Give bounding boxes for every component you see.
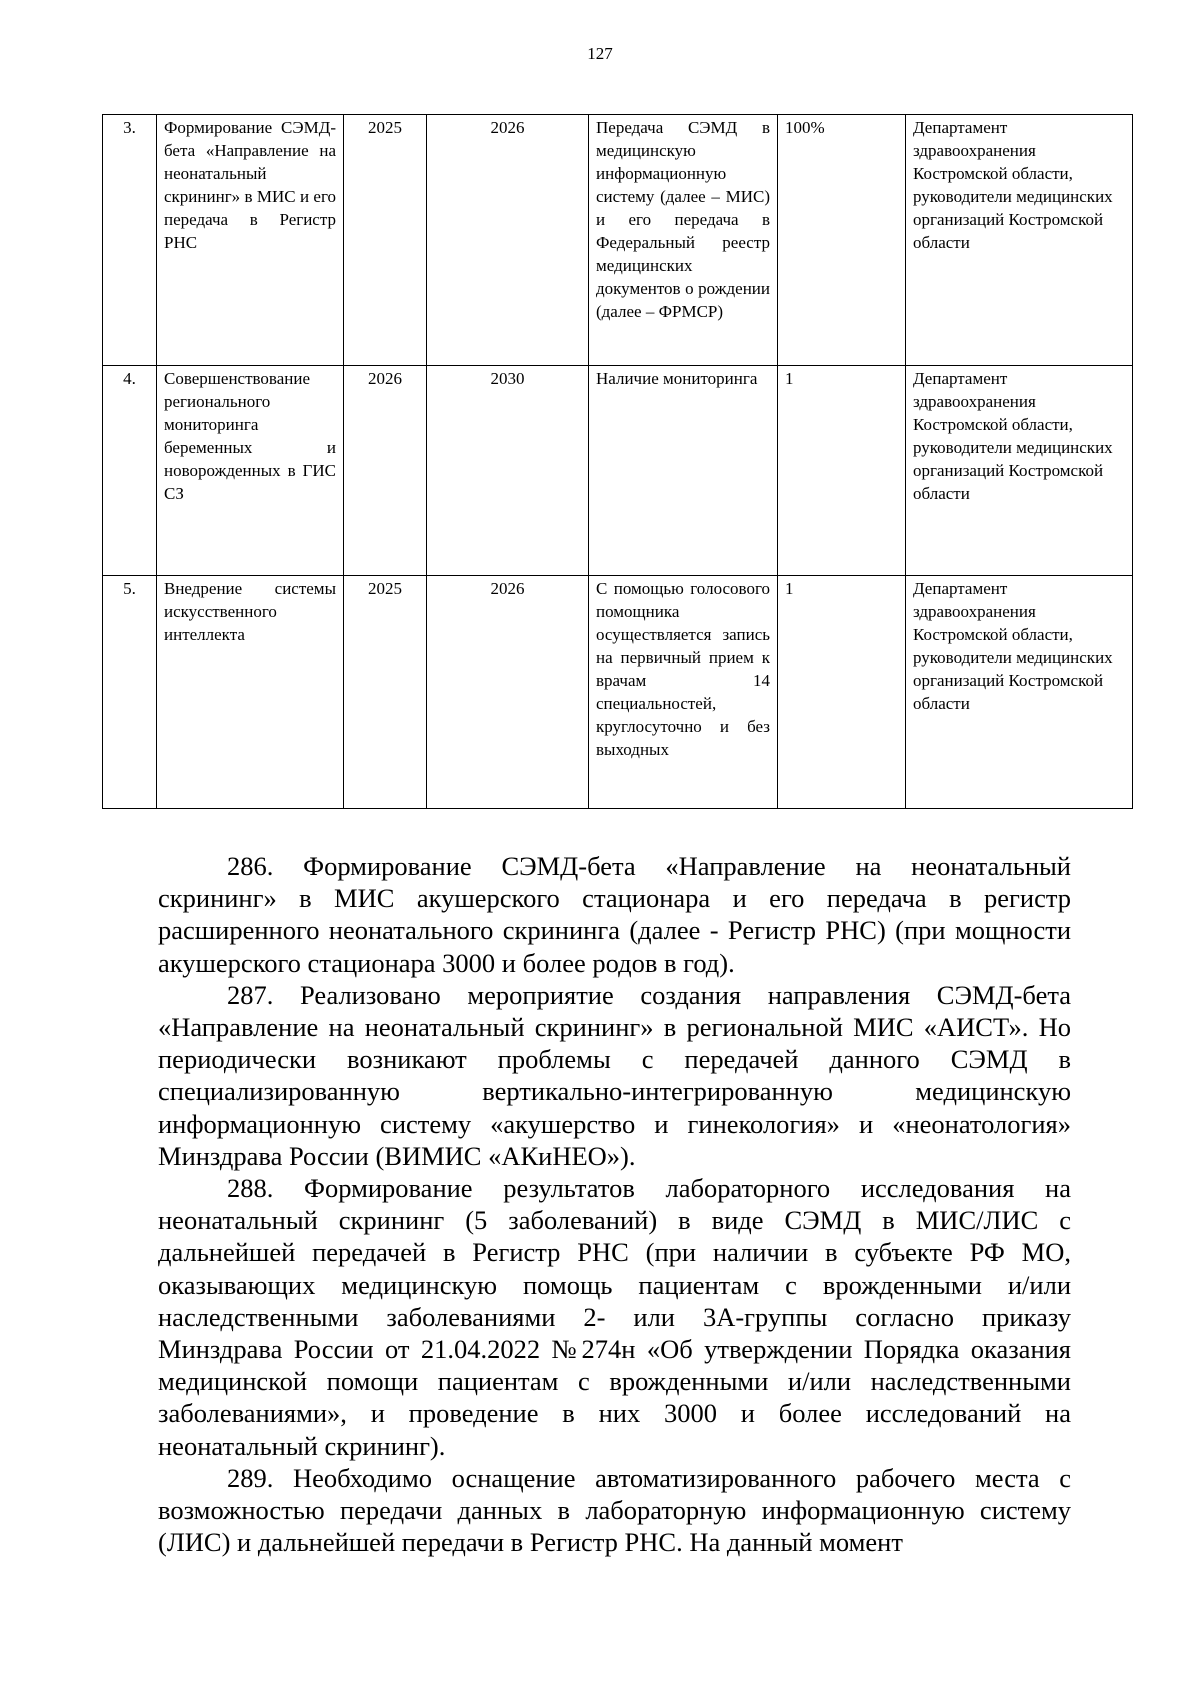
measure-name: Формирование СЭМД-бета «Направление на неонатальный скрининг» в МИС и его передача в Регистр РНС: [157, 115, 344, 366]
target-value: 1: [778, 576, 906, 809]
body-text: [158, 850, 1071, 1558]
end-year: 2026: [427, 576, 589, 809]
table-row: [103, 115, 1133, 366]
row-number: 4.: [103, 366, 157, 576]
measure-name: Внедрение системы искусственного интеллекта: [157, 576, 344, 809]
responsible: Департамент здравоохранения Костромской области, руководители медицинских организаций Костромской области: [906, 576, 1133, 809]
target-value: 100%: [778, 115, 906, 366]
end-year: 2030: [427, 366, 589, 576]
start-year: 2025: [344, 576, 427, 809]
paragraph-289: 289. Необходимо оснащение автоматизированного рабочего места с возможностью передачи данных в лабораторную информационную систему (ЛИС) и дальнейшей передачи в Регистр РНС. На данный момент: [158, 1462, 1071, 1558]
indicator: Передача СЭМД в медицинскую информационную систему (далее – МИС) и его передача в Федеральный реестр медицинских документов о рождении (далее – ФРМСР): [589, 115, 778, 366]
responsible: Департамент здравоохранения Костромской области, руководители медицинских организаций Костромской области: [906, 366, 1133, 576]
start-year: 2025: [344, 115, 427, 366]
paragraph-286: 286. Формирование СЭМД-бета «Направление на неонатальный скрининг» в МИС акушерского стационара и его передача в регистр расширенного неонатального скрининга (далее - Регистр РНС) (при мощности акушерского стационара 3000 и более родов в год).: [158, 851, 1071, 978]
paragraph-287: 287. Реализовано мероприятие создания направления СЭМД-бета «Направление на неонатальный скрининг» в региональной МИС «АИСТ». Но периодически возникают проблемы с передачей данного СЭМД в специализированную вертикально-интегрированную медицинскую информационную систему «акушерство и гинекология» и «неонатология» Минздрава России (ВИМИС «АКиНЕО»).: [158, 979, 1071, 1171]
table-row: [103, 576, 1133, 809]
target-value: 1: [778, 366, 906, 576]
paragraph-288: 288. Формирование результатов лабораторного исследования на неонатальный скрининг (5 заболеваний) в виде СЭМД в МИС/ЛИС с дальнейшей передачей в Регистр РНС (при наличии в субъекте РФ МО, оказывающих медицинскую помощь пациентам с врожденными и/или наследственными заболеваниями 2- или 3А-группы согласно приказу Минздрава России от 21.04.2022 №274н «Об утверждении Порядка оказания медицинской помощи пациентам с врожденными и/или наследственными заболеваниями», и проведение в них 3000 и более исследований на неонатальный скрининг).: [158, 1173, 1071, 1461]
table-row: [103, 366, 1133, 576]
end-year: 2026: [427, 115, 589, 366]
indicator: Наличие мониторинга: [589, 366, 778, 576]
responsible: Департамент здравоохранения Костромской области, руководители медицинских организаций Костромской области: [906, 115, 1133, 366]
row-number: 5.: [103, 576, 157, 809]
page-number: 127: [587, 44, 613, 63]
row-number: 3.: [103, 115, 157, 366]
indicator: С помощью голосового помощника осуществляется запись на первичный прием к врачам 14 специальностей, круглосуточно и без выходных: [589, 576, 778, 809]
measures-table: [102, 114, 1133, 809]
measure-name: Совершенствование регионального мониторинга беременных и новорожденных в ГИС СЗ: [157, 366, 344, 576]
start-year: 2026: [344, 366, 427, 576]
